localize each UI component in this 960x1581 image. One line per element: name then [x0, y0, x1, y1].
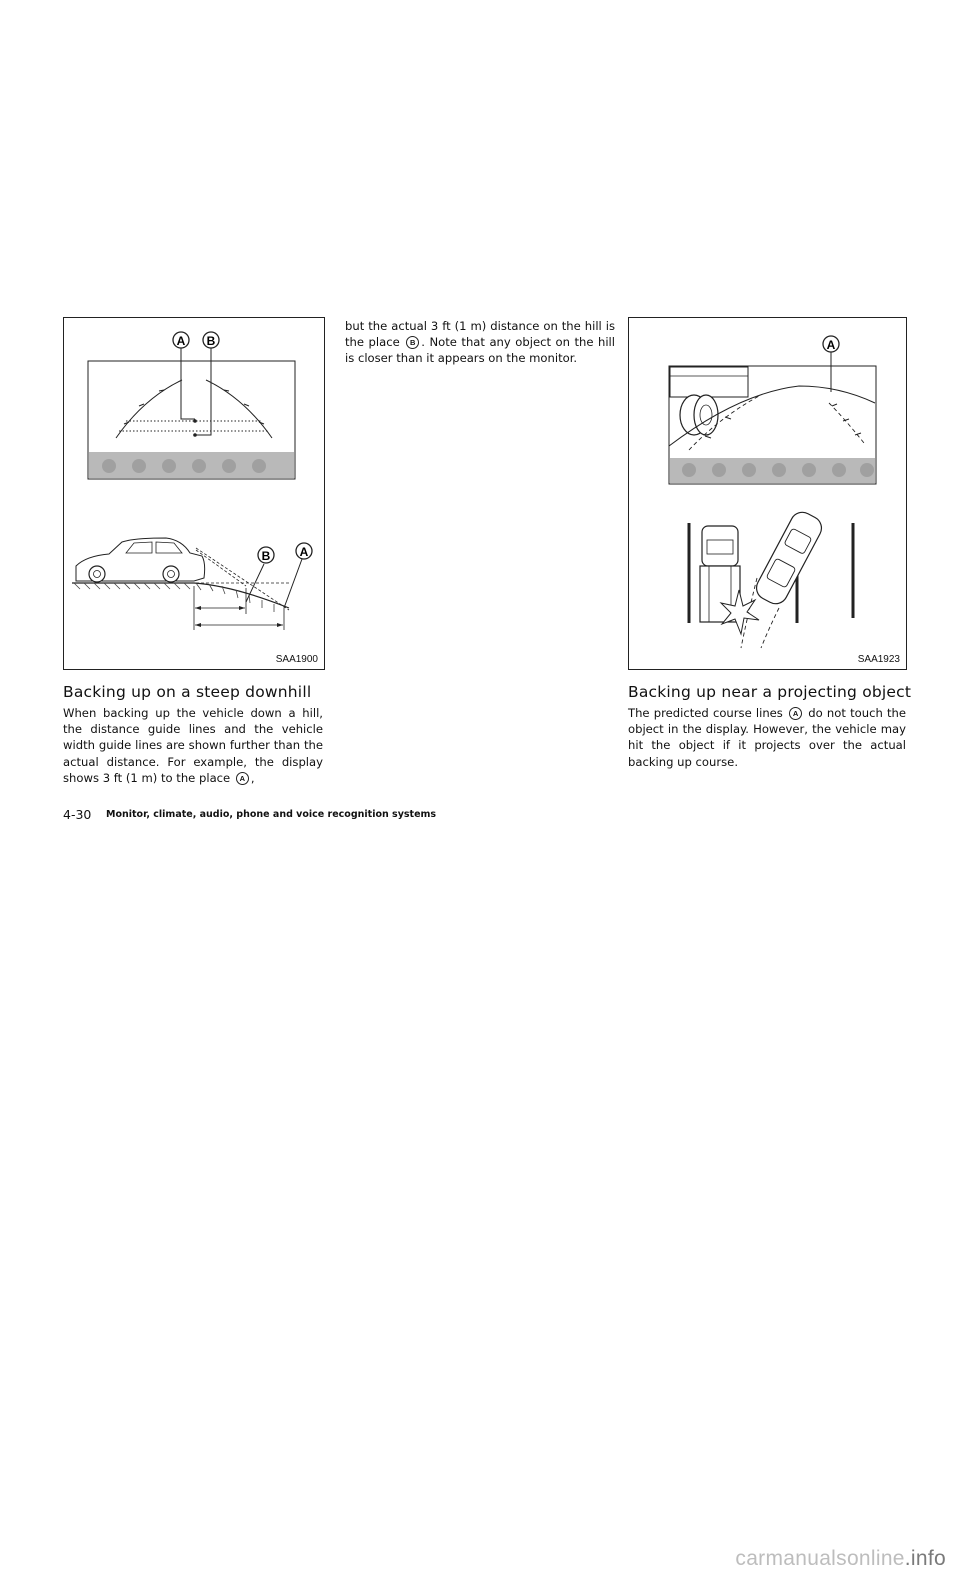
- downhill-paragraph: [63, 705, 323, 786]
- ref-a-icon: A: [236, 772, 249, 785]
- projecting-object-illustration: [629, 318, 906, 669]
- watermark-prefix: carmanualsonline: [735, 1547, 905, 1570]
- svg-text:B: B: [261, 549, 271, 563]
- ref-a-icon: A: [789, 707, 802, 720]
- section-heading-downhill: Backing up on a steep downhill: [63, 683, 312, 701]
- projecting-paragraph: [628, 705, 906, 770]
- downhill-continued-end: . Note that any object on the hill is closer than it appears on the monitor.: [345, 335, 616, 366]
- svg-text:A: A: [299, 545, 309, 559]
- page-number: 4-30: [63, 807, 92, 822]
- projecting-paragraph-start: The predicted course lines: [628, 706, 783, 720]
- figure-saa1900: [63, 317, 325, 670]
- downhill-paragraph-continued: [345, 318, 615, 367]
- figure-code: SAA1923: [857, 654, 900, 665]
- projecting-paragraph-end: do not touch the object in the display. However, the vehicle may hit the object if it projects over the actual backing up course.: [628, 706, 907, 769]
- section-heading-projecting: Backing up near a projecting object: [628, 683, 912, 701]
- figure-code: SAA1900: [275, 654, 318, 665]
- ref-b-icon: B: [406, 336, 419, 349]
- downhill-paragraph-text: When backing up the vehicle down a hill, the distance guide lines and the vehicle width guide lines are shown further than the actual distance. For example, the display shows 3 ft (1 m) to the place: [63, 706, 323, 785]
- label-b: B: [206, 334, 216, 348]
- label-a: A: [176, 334, 186, 348]
- chapter-title: Monitor, climate, audio, phone and voice recognition systems: [106, 809, 437, 820]
- downhill-continued-start: but the actual 3 ft (1 m) distance on the hill is the place: [345, 319, 615, 350]
- svg-text:A: A: [826, 338, 836, 352]
- watermark-suffix: .info: [904, 1547, 946, 1570]
- downhill-paragraph-end: ,: [250, 770, 255, 785]
- watermark[interactable]: [735, 1547, 946, 1571]
- figure-saa1923: [628, 317, 907, 670]
- steep-downhill-illustration: [64, 318, 324, 669]
